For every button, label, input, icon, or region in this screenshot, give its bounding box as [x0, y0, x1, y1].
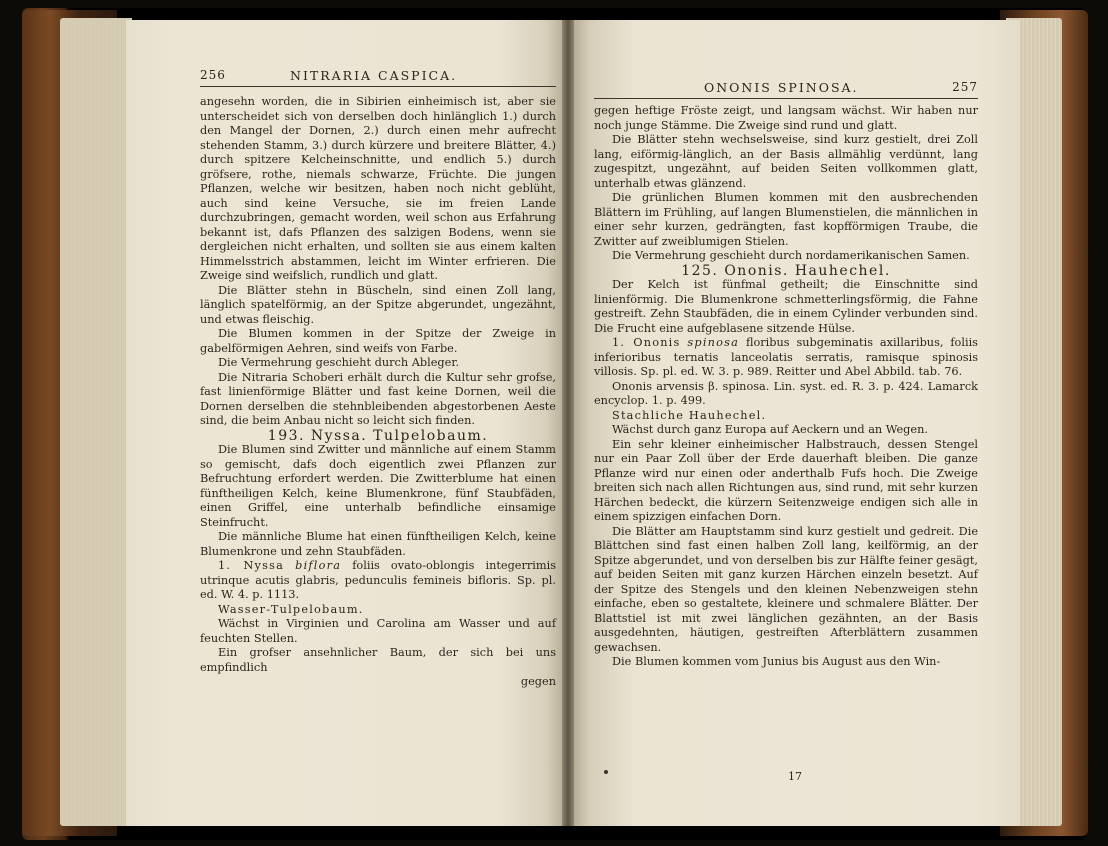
right-page-body: [594, 104, 978, 670]
right-para-9: Die Blumen kommen vom Junius bis August aus den Win-: [612, 655, 941, 668]
left-para-6: Die Blumen sind Zwitter und männliche auf einem Stamm so gemischt, dafs doch eigentlich zwei Pflanzen zur Befruchtung erfordert werden. Die Zwitterblume hat einen fünftheiligen Kelch, keine Blumenkrone, fünf Staubfäden, einen Griffel, eine unterhalb befindliche einsamige Steinfrucht.: [200, 443, 556, 529]
left-species-entry: [200, 559, 556, 603]
left-para-9: Ein grofser ansehnlicher Baum, der sich bei uns empfindlich: [200, 646, 556, 674]
right-species-entry: [594, 336, 978, 380]
signature-mark: 17: [788, 770, 802, 783]
left-running-head: NITRARIA CASPICA.: [290, 68, 458, 83]
right-section-title: 125. Ononis. Hauhechel.: [681, 262, 891, 279]
left-species-lead: 1. Nyssa: [218, 559, 285, 572]
left-page-number: 256: [200, 68, 226, 82]
page-edges-left: [60, 18, 132, 826]
right-para-8: Die Blätter am Hauptstamm sind kurz gestielt und gedreit. Die Blättchen sind fast einen halben Zoll lang, keilförmig, an der Spitze abgerundet, und von derselben bis zur Hälfte feiner gesägt, auf beiden Seiten mit ganz kurzen Härchen einzeln besetzt. Auf der Spitze des Stengels und den kleinen Nebenzweigen stehn einfache, eben so gestaltete, kleinere und schmalere Blätter. Der Blattstiel ist mit zwei länglichen gezähnten, an der Basis ausgedehnten, häutigen, gestreiften Afterblättern zusammen gewachsen.: [594, 524, 978, 654]
right-species-lead: 1. Ononis: [612, 336, 681, 349]
left-species-desc: foliis ovato-oblongis integerrimis utrinque acutis glabris, pedunculis femineis bifloris. Sp. pl. ed. W. 4. p. 1113.: [200, 559, 557, 601]
left-catchword: gegen: [520, 675, 556, 688]
book-gutter: [562, 20, 574, 826]
right-species-name: spinosa: [687, 336, 740, 349]
right-para-7: Ein sehr kleiner einheimischer Halbstrauch, dessen Stengel nur ein Paar Zoll über der Erde dauerhaft bleiben. Die ganze Pflanze wird nur einen oder anderthalb Fufs hoch. Die Zweige breiten sich nach allen Richtungen aus, sind rund, mit sehr kurzen Härchen bedeckt, die kürzern Seitenzweige endigen sich alle in einem spizzigen einfachen Dorn.: [594, 437, 978, 523]
left-para-1: angesehn worden, die in Sibirien einheimisch ist, aber sie unterscheidet sich von derselben doch hinlänglich 1.) durch den Mangel der Dornen, 2.) durch einen mehr aufrecht stehenden Stamm, 3.) durch kürzere und breitere Blätter, 4.) durch spitzere Kelcheinschnitte, und endlich 5.) durch gröfsere, rothe, niemals schwarze, Früchte. Die jungen Pflanzen, welche wir besitzen, haben noch nicht geblüht, auch sind keine Versuche, sie im freien Lande durchzubringen, gemacht worden, weil schon aus Erfahrung bekannt ist, dafs Pflanzen des salzigen Bodens, wenn sie dergleichen nicht erhalten, und sollten sie aus einem kalten Himmelsstrich abstammen, leicht im Winter erfrieren. Die Zweige sind weifslich, rundlich und glatt.: [200, 95, 556, 282]
right-para-3: Die grünlichen Blumen kommen mit den ausbrechenden Blättern im Frühling, auf langen Blumenstielen, die männlichen in einer sehr kurzen, gedrängten, fast kopfförmigen Traube, die Zwitter auf zweiblumigen Stielen.: [594, 191, 978, 248]
ink-dot: [604, 770, 608, 774]
left-para-7: Die männliche Blume hat einen fünftheiligen Kelch, keine Blumenkrone und zehn Staubfäden.: [200, 530, 556, 558]
right-species-desc: floribus subgeminatis axillaribus, foliis inferioribus ternatis lanceolatis serratis, ramisque spinosis villosis. Sp. pl. ed. W. 3. p. 989. Reitter und Abel Abbild. tab. 76.: [594, 336, 978, 378]
right-para-5: Der Kelch ist fünfmal getheilt; die Einschnitte sind linienförmig. Die Blumenkrone schmetterlingsförmig, die Fahne gestreift. Zehn Staubfäden, die in einem Cylinder verbunden sind. Die Frucht eine aufgeblasene sitzende Hülse.: [594, 278, 978, 335]
right-para-2: Die Blätter stehn wechselsweise, sind kurz gestielt, drei Zoll lang, eiförmig-länglich, an der Basis allmählig verdünnt, lang zugespitzt, ungezähnt, auf beiden Seiten vollkommen glatt, unterhalb etwas glänzend.: [594, 133, 978, 190]
left-page-body: [200, 95, 556, 690]
right-para-4: Die Vermehrung geschieht durch nordamerikanischen Samen.: [612, 249, 970, 262]
left-para-2: Die Blätter stehn in Büscheln, sind einen Zoll lang, länglich spatelförmig, an der Spitze abgerundet, ungezähnt, und etwas fleischig.: [200, 283, 556, 326]
right-para-6: Wächst durch ganz Europa auf Aeckern und an Wegen.: [612, 423, 928, 436]
right-running-head: ONONIS SPINOSA.: [704, 80, 859, 95]
left-section-title: 193. Nyssa. Tulpelobaum.: [267, 427, 489, 444]
right-running-header: [594, 78, 978, 99]
right-synonym: Ononis arvensis β. spinosa. Lin. syst. ed. R. 3. p. 424. Lamarck encyclop. 1. p. 499.: [594, 379, 978, 407]
left-para-4: Die Vermehrung geschieht durch Ableger.: [218, 356, 460, 369]
right-para-1: gegen heftige Fröste zeigt, und langsam wächst. Wir haben nur noch junge Stämme. Die Zweige sind rund und glatt.: [594, 104, 978, 132]
left-common-name: Wasser-Tulpelobaum.: [218, 602, 364, 616]
right-common-name: Stachliche Hauhechel.: [612, 408, 767, 422]
left-para-8: Wächst in Virginien und Carolina am Wasser und auf feuchten Stellen.: [200, 617, 556, 645]
left-para-3: Die Blumen kommen in der Spitze der Zweige in gabelförmigen Aehren, sind weifs von Farbe.: [200, 327, 556, 355]
left-species-name: biflora: [295, 559, 342, 572]
left-running-header: [200, 66, 556, 87]
right-page-number: 257: [952, 80, 978, 94]
left-para-5: Die Nitraria Schoberi erhält durch die Kultur sehr grofse, fast linienförmige Blätter und fast keine Dornen, weil die Dornen derselben die stehnbleibenden abgestorbenen Aeste sind, die beim Anbau nicht so leicht sich finden.: [200, 370, 556, 427]
